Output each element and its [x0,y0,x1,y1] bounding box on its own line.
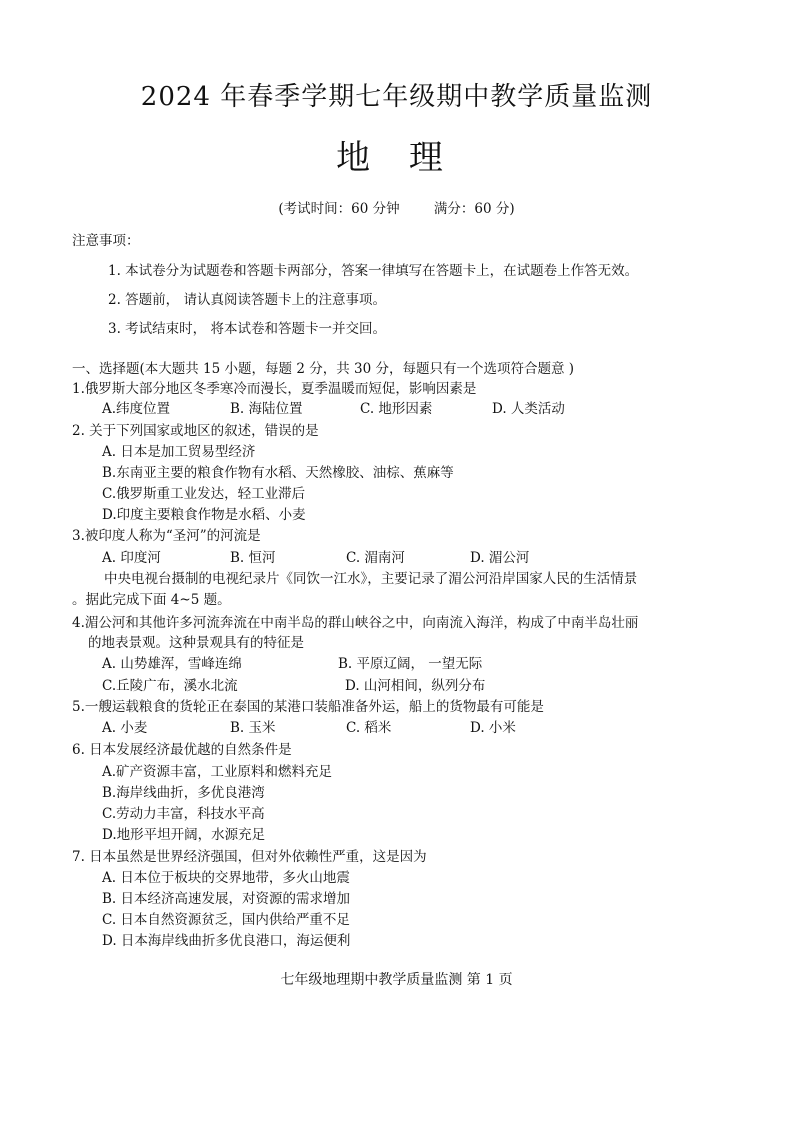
option-d: D. 人类活动 [492,401,565,417]
option-a: A. 小麦 [102,720,148,736]
question-3-stem: 3.被印度人称为“圣河”的河流是 [72,528,261,544]
notice-label: 注意事项： [72,233,140,249]
question-7-stem: 7. 日本虽然是世界经济强国，但对外依赖性严重，这是因为 [72,849,427,865]
question-3-options [102,549,529,567]
question-2-option-a: A. 日本是加工贸易型经济 [102,444,256,460]
passage-line-2: 。据此完成下面 4~5 题。 [72,592,231,608]
option-b: B. 海陆位置 [230,401,303,417]
question-6-option-a: A.矿产资源丰富，工业原料和燃料充足 [102,764,333,780]
option-b: B. 平原辽阔， 一望无际 [338,656,483,672]
question-2-stem: 2. 关于下列国家或地区的叙述，错误的是 [72,423,319,439]
question-7-option-d: D. 日本海岸线曲折多优良港口，海运便利 [102,933,351,949]
question-1-options [102,400,565,418]
notice-item: 3. 考试结束时， 将本试卷和答题卡一并交回。 [108,321,386,337]
option-a: A. 印度河 [102,550,161,566]
option-b: B. 玉米 [230,720,276,736]
option-c: C.丘陵广布，溪水北流 [102,678,238,694]
question-1-stem: 1.俄罗斯大部分地区冬季寒冷而漫长，夏季温暖而短促，影响因素是 [72,381,477,397]
question-7-option-a: A. 日本位于板块的交界地带，多火山地震 [102,870,350,886]
question-2-option-b: B.东南亚主要的粮食作物有水稻、天然橡胶、油棕、蕉麻等 [102,465,454,481]
exam-time-info: (考试时间：60 分钟 满分：60 分) [278,201,515,217]
question-2-option-d: D.印度主要粮食作物是水稻、小麦 [102,507,306,523]
question-4-options-row-1 [102,655,482,673]
question-2-option-c: C.俄罗斯重工业发达，轻工业滞后 [102,486,306,502]
question-6-option-b: B.海岸线曲折，多优良港湾 [102,785,265,801]
section-heading: 一、选择题(本大题共 15 小题，每题 2 分，共 30 分，每题只有一个选项符合题意 ) [72,361,575,377]
option-c: C. 湄南河 [346,550,405,566]
page-footer: 七年级地理期中教学质量监测 第 1 页 [280,972,513,988]
question-4-stem-line-1: 4.湄公河和其他许多河流奔流在中南半岛的群山峡谷之中，向南流入海洋，构成了中南半岛壮丽 [72,615,639,631]
option-a: A.纬度位置 [102,401,171,417]
question-6-option-c: C.劳动力丰富，科技水平高 [102,806,265,822]
option-d: D. 山河相间，纵列分布 [345,678,486,694]
question-4-stem-line-2: 的地表景观。这种景观具有的特征是 [88,635,304,651]
question-5-options [102,719,516,737]
option-d: D. 小米 [470,720,516,736]
question-6-option-d: D.地形平坦开阔，水源充足 [102,827,266,843]
notice-item: 1. 本试卷分为试题卷和答题卡两部分，答案一律填写在答题卡上，在试题卷上作答无效。 [108,263,639,279]
question-4-options-row-2 [102,677,485,695]
option-d: D. 湄公河 [470,550,530,566]
exam-title: 2024 年春季学期七年级期中教学质量监测 [140,82,653,112]
notice-item: 2. 答题前， 请认真阅读答题卡上的注意事项。 [108,292,386,308]
option-a: A. 山势雄浑，雪峰连绵 [102,656,242,672]
option-c: C. 稻米 [346,720,392,736]
question-7-option-b: B. 日本经济高速发展，对资源的需求增加 [102,891,351,907]
option-c: C. 地形因素 [360,401,433,417]
passage-line-1: 中央电视台摄制的电视纪录片《同饮一江水》，主要记录了湄公河沿岸国家人民的生活情景 [104,571,638,587]
question-7-option-c: C. 日本自然资源贫乏，国内供给严重不足 [102,912,350,928]
option-b: B. 恒河 [230,550,276,566]
subject-title: 地 理 [336,138,457,178]
question-6-stem: 6. 日本发展经济最优越的自然条件是 [72,742,292,758]
question-5-stem: 5.一艘运载粮食的货轮正在泰国的某港口装船准备外运，船上的货物最有可能是 [72,699,544,715]
